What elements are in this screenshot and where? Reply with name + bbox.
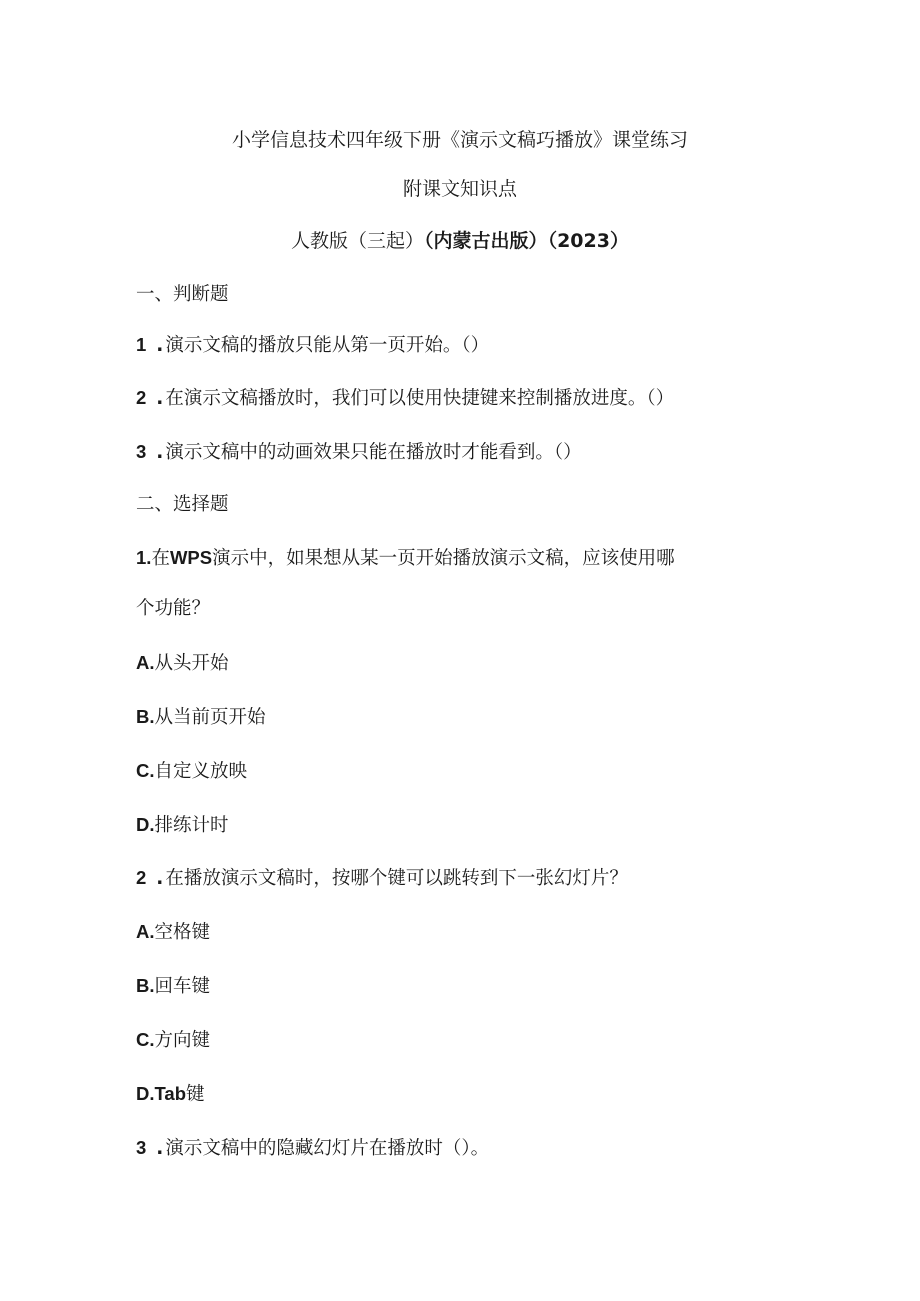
- option-letter: B.: [136, 975, 155, 996]
- option-text: 从头开始: [154, 653, 229, 674]
- mc-question-1-continued: 个功能？: [136, 598, 211, 619]
- option-letter: C.: [136, 760, 155, 781]
- option-letter: A.: [136, 921, 155, 942]
- question-dot: .: [156, 388, 164, 409]
- q1-option-b: [136, 705, 266, 730]
- q1-option-a: [136, 651, 229, 676]
- document-title: 小学信息技术四年级下册《演示文稿巧播放》课堂练习: [231, 129, 688, 151]
- section1-heading: 一、判断题: [136, 284, 229, 305]
- question-text: 在演示文稿播放时，我们可以使用快捷键来控制播放进度。（）: [165, 388, 675, 409]
- q1-option-c: [136, 759, 247, 784]
- q2-option-b: [136, 974, 210, 999]
- tf-question-2: [136, 386, 674, 411]
- tf-question-1: [136, 333, 489, 358]
- q2-option-a: [136, 920, 210, 945]
- question-text: 演示文稿的播放只能从第一页开始。（）: [165, 335, 490, 356]
- option-letter: B.: [136, 706, 155, 727]
- question-text: 演示文稿中的隐藏幻灯片在播放时（）。: [165, 1138, 490, 1159]
- option-text: 排练计时: [154, 815, 229, 836]
- question-dot: .: [156, 442, 164, 463]
- option-letter: D.: [136, 1083, 155, 1104]
- question-dot: .: [156, 335, 164, 356]
- section2-heading: 二、选择题: [136, 494, 229, 515]
- option-letter: C.: [136, 1029, 155, 1050]
- option-bold-prefix: Tab: [154, 1083, 187, 1104]
- option-text: 回车键: [154, 976, 211, 997]
- tf-question-3: [136, 440, 582, 465]
- question-text: 在播放演示文稿时，按哪个键可以跳转到下一张幻灯片？: [165, 868, 628, 889]
- document-subtitle: 附课文知识点: [402, 178, 517, 200]
- question-bold-word: WPS: [169, 547, 213, 568]
- question-text-pre: 在: [151, 548, 170, 569]
- question-text: 演示文稿中的动画效果只能在播放时才能看到。（）: [165, 442, 582, 463]
- option-text: 空格键: [154, 922, 211, 943]
- question-number: 2: [136, 867, 147, 888]
- option-letter: D.: [136, 814, 155, 835]
- mc-question-1: [136, 546, 675, 571]
- question-text: 演示中，如果想从某一页开始播放演示文稿，应该使用哪: [212, 548, 675, 569]
- q2-option-d: [136, 1082, 205, 1107]
- question-number: 1: [136, 334, 147, 355]
- question-number: 3: [136, 441, 147, 462]
- edition-line: [0, 229, 920, 253]
- edition-year: （2023）: [547, 230, 629, 252]
- option-text: 键: [186, 1084, 205, 1105]
- q1-option-d: [136, 813, 229, 838]
- question-dot: .: [156, 868, 164, 889]
- edition-publisher: （内蒙古出版）: [424, 230, 548, 252]
- option-text: 从当前页开始: [154, 707, 266, 728]
- q2-option-c: [136, 1028, 210, 1053]
- question-dot: .: [156, 1138, 164, 1159]
- mc-question-3: [136, 1136, 489, 1161]
- option-text: 方向键: [154, 1030, 211, 1051]
- option-letter: A.: [136, 652, 155, 673]
- question-number: 3: [136, 1137, 147, 1158]
- edition-prefix: 人教版（三起）: [291, 230, 425, 252]
- question-number: 1.: [136, 547, 152, 568]
- mc-question-2: [136, 866, 628, 891]
- question-number: 2: [136, 387, 147, 408]
- option-text: 自定义放映: [154, 761, 248, 782]
